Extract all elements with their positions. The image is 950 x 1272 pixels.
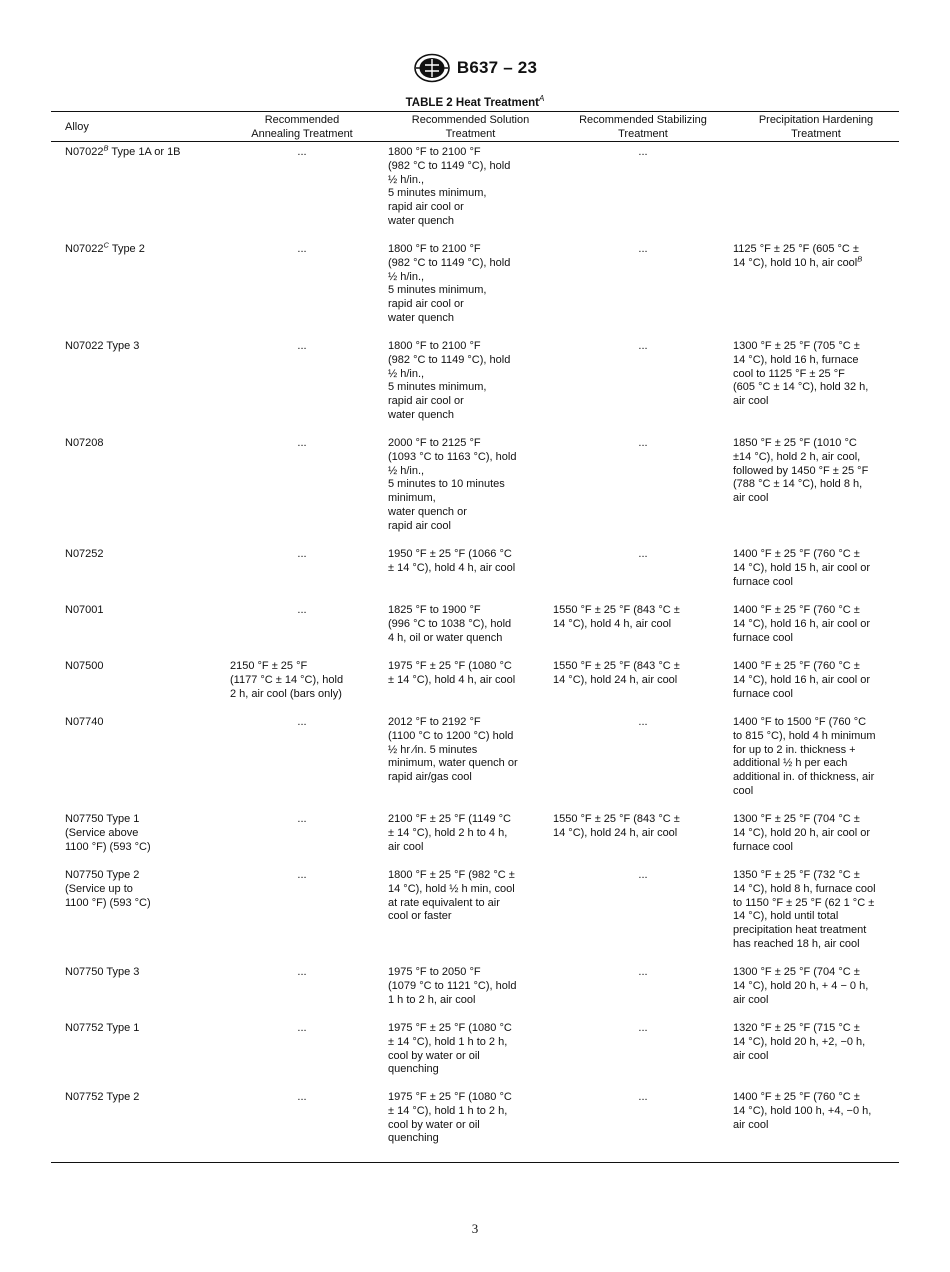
stabilizing-cell: ... — [638, 869, 648, 881]
precipitation-cell: 1400 °F ± 25 °F (760 °C ± 14 °C), hold 16 h, air cool or furnace cool — [733, 604, 871, 644]
stabilizing-cell: ... — [638, 1022, 648, 1034]
alloy-cell: $N07022^C$ Type 2 — [65, 240, 145, 255]
table-row — [51, 142, 899, 239]
stabilizing-cell: ... — [638, 243, 648, 255]
annealing-cell: ... — [297, 340, 307, 352]
page-number: 3 — [471, 1221, 479, 1236]
alloy-cell: N07750 Type 3 — [65, 966, 140, 978]
annealing-cell: ... — [297, 966, 307, 978]
column-header-solution: Recommended Solution Treatment — [411, 113, 530, 140]
solution-cell: 1975 °F to 2050 °F (1079 °C to 1121 °C), hold 1 h to 2 h, air cool — [388, 966, 517, 1006]
stabilizing-cell: ... — [638, 340, 648, 352]
table-header-row — [51, 112, 899, 141]
table-row — [51, 656, 899, 712]
solution-cell: 1800 °F to 2100 °F (982 °C to 1149 °C), hold ½ h/in., 5 minutes minimum, rapid air cool or water quench — [388, 340, 511, 421]
precipitation-cell — [733, 146, 899, 239]
table-row — [51, 239, 899, 336]
precipitation-cell: 1400 °F ± 25 °F (760 °C ± 14 °C), hold 15 h, air cool or furnace cool — [733, 548, 871, 588]
stabilizing-cell: ... — [638, 1091, 648, 1103]
stabilizing-cell: 1550 °F ± 25 °F (843 °C ± 14 °C), hold 24 h, air cool — [553, 813, 680, 839]
alloy-cell: N07740 — [65, 716, 104, 728]
annealing-cell: ... — [297, 1022, 307, 1034]
heat-treatment-table — [51, 111, 899, 1163]
annealing-cell: ... — [297, 548, 307, 560]
precipitation-cell: 1300 °F ± 25 °F (704 °C ± 14 °C), hold 20 h, + 4 − 0 h, air cool — [733, 966, 869, 1006]
precipitation-cell: 1400 °F ± 25 °F (760 °C ± 14 °C), hold 100 h, +4, −0 h, air cool — [733, 1091, 872, 1131]
column-header-annealing: Recommended Annealing Treatment — [251, 113, 353, 140]
table-row — [51, 600, 899, 656]
page-header — [0, 50, 950, 86]
alloy-cell: N07022 Type 3 — [65, 340, 140, 352]
alloy-cell: N07001 — [65, 604, 104, 616]
stabilizing-cell: 1550 °F ± 25 °F (843 °C ± 14 °C), hold 24 h, air cool — [553, 660, 680, 686]
precipitation-cell: 1320 °F ± 25 °F (715 °C ± 14 °C), hold 20 h, +2, −0 h, air cool — [733, 1022, 866, 1062]
alloy-cell: N07752 Type 2 — [65, 1091, 140, 1103]
solution-cell: 1975 °F ± 25 °F (1080 °C ± 14 °C), hold 1 h to 2 h, cool by water or oil quenching — [388, 1091, 512, 1145]
annealing-cell: 2150 °F ± 25 °F (1177 °C ± 14 °C), hold 2 h, air cool (bars only) — [230, 660, 344, 700]
document-number: B637 – 23 — [456, 58, 538, 77]
column-header-stabilizing: Recommended Stabilizing Treatment — [579, 113, 707, 140]
alloy-cell: N07750 Type 1 (Service above 1100 °F) (593 °C) — [65, 813, 151, 853]
annealing-cell: ... — [297, 869, 307, 881]
stabilizing-cell: ... — [638, 437, 648, 449]
table-row — [51, 544, 899, 600]
alloy-cell: $N07022^B$ Type 1A or 1B — [65, 143, 181, 158]
precipitation-cell: 1400 °F to 1500 °F (760 °C to 815 °C), hold 4 h minimum for up to 2 in. thickness + additional ½ h per each additional in. of thickness, air cool — [733, 716, 876, 797]
stabilizing-cell: ... — [638, 146, 648, 158]
solution-cell: 2100 °F ± 25 °F (1149 °C ± 14 °C), hold 2 h to 4 h, air cool — [388, 813, 511, 853]
precipitation-cell: 1400 °F ± 25 °F (760 °C ± 14 °C), hold 16 h, air cool or furnace cool — [733, 660, 871, 700]
alloy-cell: N07208 — [65, 437, 104, 449]
precipitation-cell: 1300 °F ± 25 °F (705 °C ± 14 °C), hold 16 h, furnace cool to 1125 °F ± 25 °F (605 °C ± 14 °C), hold 32 h, air cool — [733, 340, 869, 408]
table-row — [51, 433, 899, 544]
alloy-cell: N07252 — [65, 548, 104, 560]
solution-cell: 1800 °F to 2100 °F (982 °C to 1149 °C), hold ½ h/in., 5 minutes minimum, rapid air cool or water quench — [388, 243, 511, 324]
column-header-precipitation: Precipitation Hardening Treatment — [758, 113, 874, 140]
solution-cell: 2000 °F to 2125 °F (1093 °C to 1163 °C), hold ½ h/in., 5 minutes to 10 minutes minimum, water quench or rapid air cool — [388, 437, 517, 532]
solution-cell: 1975 °F ± 25 °F (1080 °C ± 14 °C), hold 1 h to 2 h, cool by water or oil quenching — [388, 1022, 512, 1076]
solution-cell: 2012 °F to 2192 °F (1100 °C to 1200 °C) hold ½ hr ⁄in. 5 minutes minimum, water quench or rapid air/gas cool — [388, 716, 518, 784]
table-row — [51, 336, 899, 433]
astm-logo-icon — [413, 53, 451, 83]
alloy-cell: N07750 Type 2 (Service up to 1100 °F) (593 °C) — [65, 869, 151, 909]
solution-cell: 1800 °F ± 25 °F (982 °C ± 14 °C), hold ½ h min, cool at rate equivalent to air cool or faster — [388, 869, 515, 923]
precipitation-cell: 1300 °F ± 25 °F (704 °C ± 14 °C), hold 20 h, air cool or furnace cool — [733, 813, 871, 853]
annealing-cell: ... — [297, 243, 307, 255]
stabilizing-cell: ... — [638, 548, 648, 560]
table-row — [51, 809, 899, 865]
annealing-cell: ... — [297, 813, 307, 825]
table-row — [51, 1018, 899, 1087]
table-row — [51, 712, 899, 809]
stabilizing-cell: ... — [638, 966, 648, 978]
table-title: TABLE 2 Heat Treatment$^A$ — [405, 94, 545, 109]
stabilizing-cell: 1550 °F ± 25 °F (843 °C ± 14 °C), hold 4 h, air cool — [553, 604, 680, 630]
solution-cell: 1950 °F ± 25 °F (1066 °C ± 14 °C), hold 4 h, air cool — [388, 548, 516, 574]
annealing-cell: ... — [297, 604, 307, 616]
precipitation-cell: 1125 °F ± 25 °F (605 °C ± 14 °C), hold 10 h, air cool$^B$ — [733, 243, 863, 269]
solution-cell: 1825 °F to 1900 °F (996 °C to 1038 °C), hold 4 h, oil or water quench — [388, 604, 512, 644]
table-row — [51, 865, 899, 962]
alloy-cell: N07752 Type 1 — [65, 1022, 140, 1034]
precipitation-cell: 1350 °F ± 25 °F (732 °C ± 14 °C), hold 8 h, furnace cool to 1150 °F ± 25 °F (62 1 °C ± 14 °C), hold until total precipitation heat treatment has reached 18 h, air cool — [733, 869, 876, 950]
stabilizing-cell: ... — [638, 716, 648, 728]
column-header-alloy: Alloy — [65, 120, 89, 133]
solution-cell: 1800 °F to 2100 °F (982 °C to 1149 °C), hold ½ h/in., 5 minutes minimum, rapid air cool or water quench — [388, 146, 511, 227]
solution-cell: 1975 °F ± 25 °F (1080 °C ± 14 °C), hold 4 h, air cool — [388, 660, 516, 686]
annealing-cell: ... — [297, 1091, 307, 1103]
annealing-cell: ... — [297, 437, 307, 449]
annealing-cell: ... — [297, 146, 307, 158]
table-row — [51, 1087, 899, 1162]
alloy-cell: N07500 — [65, 660, 104, 672]
table-row — [51, 962, 899, 1018]
precipitation-cell: 1850 °F ± 25 °F (1010 °C ±14 °C), hold 2 h, air cool, followed by 1450 °F ± 25 °F (788 °C ± 14 °C), hold 8 h, air cool — [733, 437, 869, 505]
annealing-cell: ... — [297, 716, 307, 728]
